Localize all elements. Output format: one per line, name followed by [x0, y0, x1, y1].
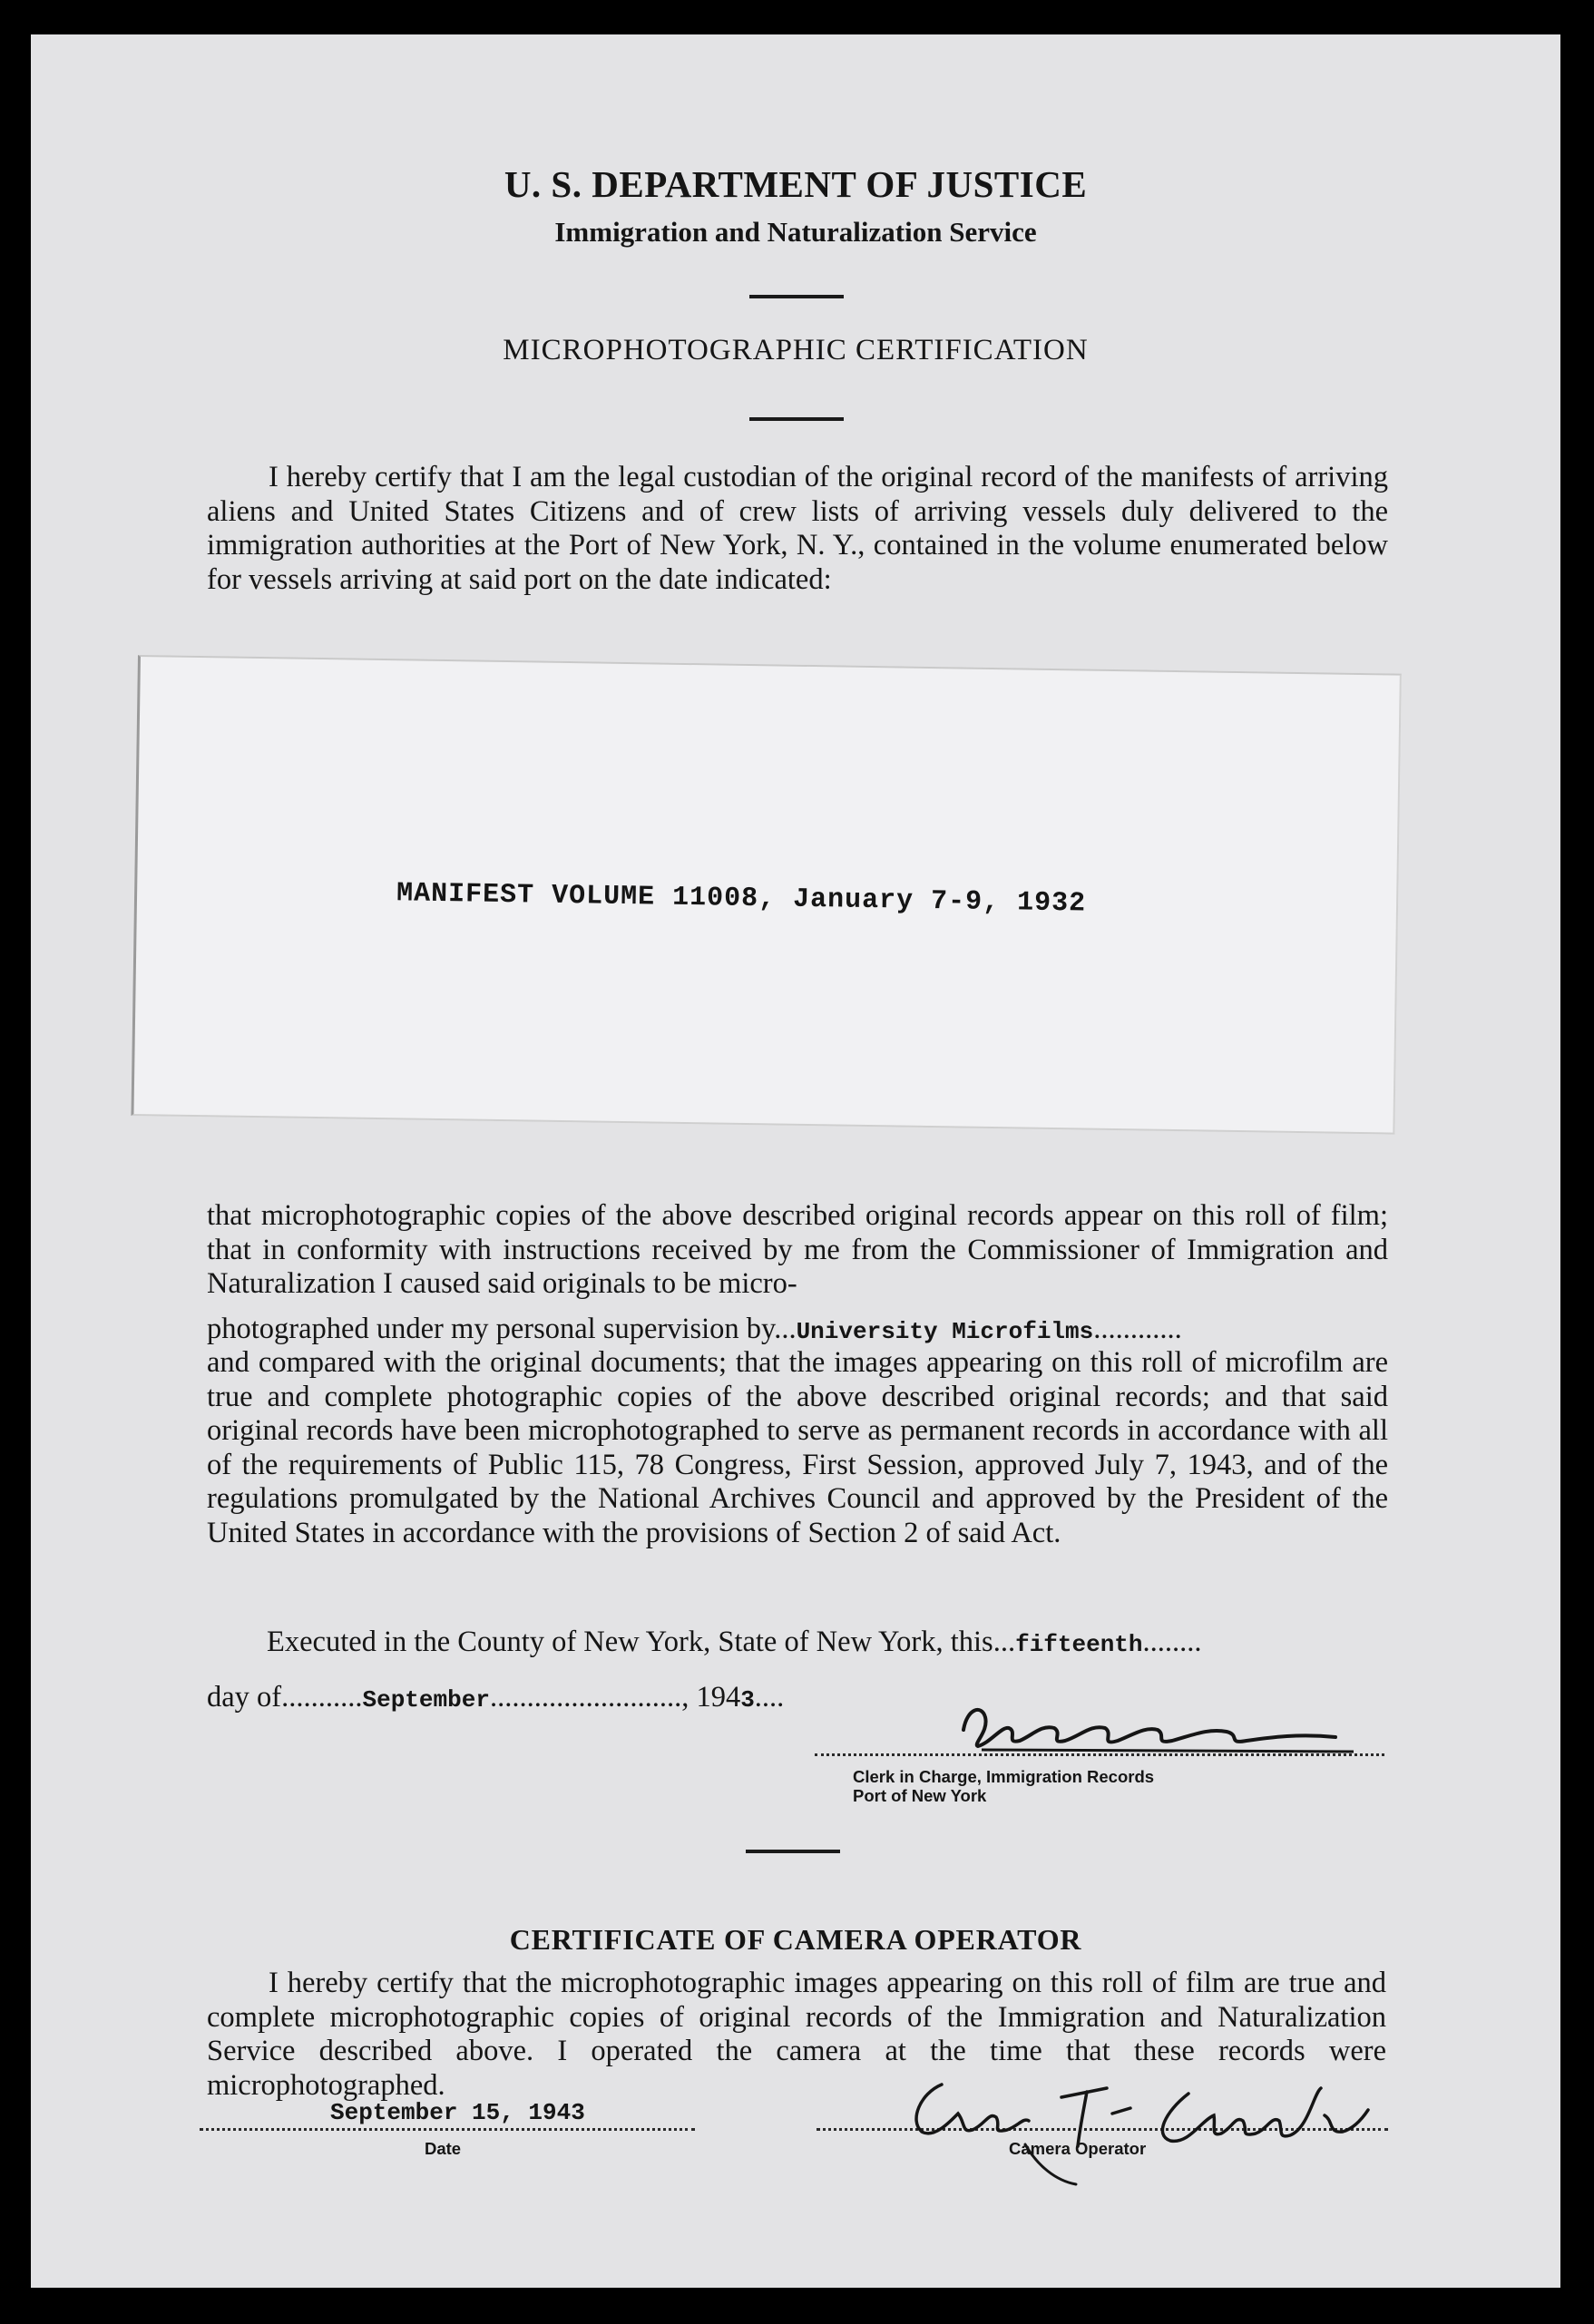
- photographer-value: University Microfilms: [796, 1318, 1094, 1345]
- clerk-title-line1: Clerk in Charge, Immigration Records: [853, 1767, 1155, 1786]
- executed-day-dots: ........: [1142, 1626, 1202, 1658]
- body-paragraph-part1: that microphotographic copies of the above described original records appear on this roll of film; that in conformity with instructions received by me from the Commissioner of Immigration and Naturalization I caused said originals to be micro-: [207, 1199, 1388, 1300]
- day-of-prefix: day of...........: [207, 1681, 363, 1714]
- section-divider: [746, 1850, 840, 1853]
- photographed-by-dots: ............: [1093, 1313, 1182, 1345]
- agency-heading: U. S. DEPARTMENT OF JUSTICE: [504, 163, 1088, 205]
- camera-certificate-text: I hereby certify that the microphotographic images appearing on this roll of film are true and complete microphotographic copies of original records of the Immigration and Naturalization Service described above. I operated the camera at the time that these records were microphotographed.: [207, 1967, 1386, 2102]
- body-paragraph-part2: and compared with the original documents; that the images appearing on this roll of microfilm are true and complete photographic copies of the above described original records; and that said original records have been microphotographed to serve as permanent records in accordance with all of the requirements of Public 115, 78 Congress, First Session, approved July 7, 1943, and of the regulations promulgated by the National Archives Council and approved by the President of the United States in accordance with the provisions of Section 2 of said Act.: [207, 1346, 1388, 1549]
- operator-label: Camera Operator: [1009, 2139, 1147, 2158]
- month-suffix: .........................., 194: [489, 1681, 741, 1714]
- clerk-title-line2: Port of New York: [853, 1786, 987, 1805]
- heading-divider-top: [749, 295, 844, 298]
- service-subheading: Immigration and Naturalization Service: [554, 216, 1037, 248]
- month-value: September: [362, 1686, 490, 1714]
- executed-prefix: Executed in the County of New York, State of New York, this...: [267, 1626, 1016, 1658]
- year-dots: ....: [754, 1681, 785, 1714]
- intro-paragraph: I hereby certify that I am the legal custodian of the original record of the manifests of arriving aliens and United States Citizens and of crew lists of arriving vessels duly delivered to the immigration authorities at the Port of New York, N. Y., contained in the volume enumerated below for vessels arriving at said port on the date indicated:: [207, 461, 1388, 596]
- volume-insert-slip: [131, 655, 1401, 1135]
- form-title: MICROPHOTOGRAPHIC CERTIFICATION: [503, 334, 1089, 366]
- date-label: Date: [425, 2139, 462, 2158]
- heading-divider-bottom: [749, 417, 844, 421]
- date-line: [200, 2128, 695, 2131]
- day-of-line: [207, 1680, 784, 1717]
- certificate-page: [31, 34, 1560, 2288]
- manifest-volume-text: MANIFEST VOLUME 11008, January 7-9, 1932: [396, 878, 1087, 920]
- camera-certificate-title: CERTIFICATE OF CAMERA OPERATOR: [509, 1923, 1082, 1956]
- clerk-signature: [954, 1692, 1372, 1764]
- day-value: fifteenth: [1015, 1631, 1143, 1658]
- year-digit: 3: [740, 1686, 755, 1714]
- camera-operator-signature: [902, 2057, 1410, 2193]
- date-value: September 15, 1943: [330, 2099, 585, 2126]
- executed-line: [267, 1625, 1202, 1662]
- photographed-by-line: [207, 1312, 1182, 1349]
- clerk-title: [853, 1767, 1154, 1805]
- photographed-by-prefix: photographed under my personal supervision by...: [207, 1313, 797, 1345]
